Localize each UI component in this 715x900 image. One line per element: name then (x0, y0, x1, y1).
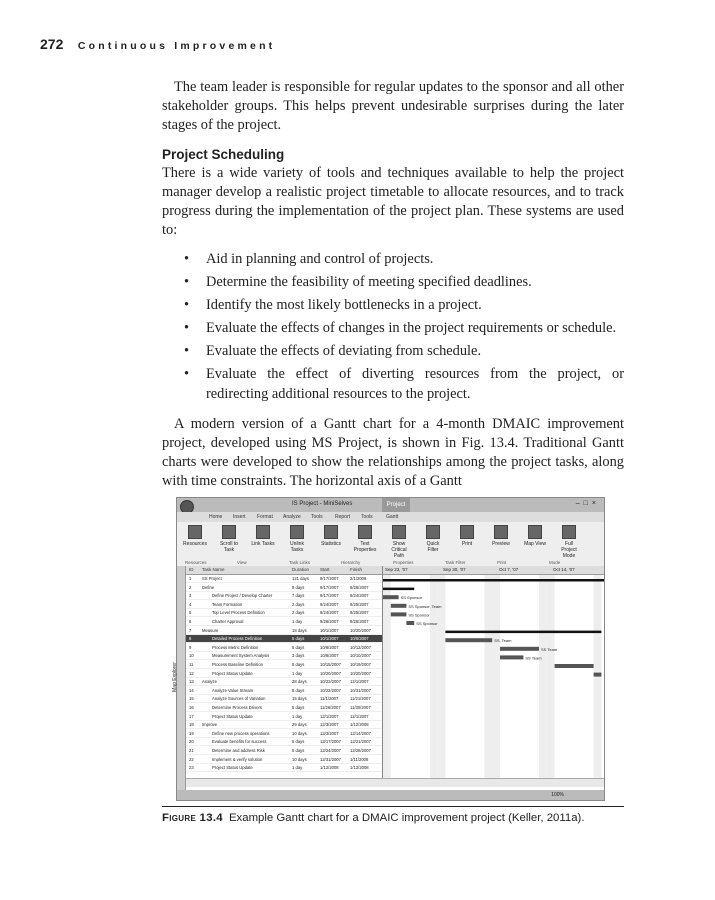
table-row[interactable] (186, 721, 382, 729)
table-cell: 12/14/2007 (350, 730, 371, 736)
bullet-item: • Aid in planning and control of projects. (162, 250, 624, 269)
table-cell: 9/25/2007 (350, 610, 369, 616)
table-cell: 8 days (292, 687, 305, 693)
table-cell: 9/26/2007 (320, 619, 339, 624)
body-text (162, 78, 624, 491)
table-cell: 12/24/2007 (320, 748, 341, 753)
ribbon-button[interactable] (421, 525, 445, 553)
sheet-header: ID Task Name Duration Start Finish (186, 566, 382, 575)
ribbon-button-label: Unlink Tasks (290, 541, 304, 553)
ribbon-button-icon (358, 525, 372, 539)
table-cell: 1 (189, 576, 192, 581)
running-title: Continuous Improvement (77, 40, 276, 52)
table-cell: 9/26/2007 (350, 619, 369, 624)
table-cell: Team Formation (212, 601, 243, 607)
table-row[interactable] (186, 644, 382, 652)
table-cell: 20 (189, 739, 194, 745)
table-cell: 23 (189, 765, 194, 771)
table-cell: 10 (189, 653, 194, 659)
table-cell: 2 days (292, 601, 305, 607)
table-cell: 1 day (292, 713, 303, 719)
ribbon-button-icon (460, 525, 474, 539)
gantt-bar[interactable] (445, 638, 492, 642)
gantt-bars (383, 575, 604, 778)
table-row[interactable] (186, 618, 382, 626)
table-cell: 10/20/2007 (350, 670, 371, 676)
table-cell: 7 days (292, 593, 305, 599)
ribbon-tab[interactable]: Format (257, 514, 273, 520)
bullet-icon: • (184, 297, 190, 314)
table-cell: 9 (189, 644, 192, 650)
paragraph-2: There is a wide variety of tools and techniques available to help the project manager develop a realistic project timetable to allocate resources, and to track progress during the implementation of the project plan. These systems are used to: (162, 164, 624, 239)
ribbon-button-label: Scroll to Task (219, 541, 239, 553)
gantt-screenshot (171, 497, 605, 801)
gantt-bar[interactable] (445, 631, 601, 634)
paragraph-3: A modern version of a Gantt chart for a 4-month DMAIC improvement project, developed using MS Project, is shown in Fig. 13.4. Traditional Gantt charts were developed to show the relationships among the project tasks, along with time constraints. The horizontal axis of a Gantt (162, 415, 624, 490)
table-cell: 11 (189, 662, 194, 667)
table-cell: 9/17/2007 (320, 593, 339, 599)
table-row[interactable] (186, 652, 382, 660)
bullet-item: • Identify the most likely bottlenecks in a project. (162, 296, 624, 315)
table-cell: 5 days (292, 644, 305, 650)
gantt-bar[interactable] (391, 604, 407, 608)
bullet-icon: • (184, 343, 190, 360)
ribbon-button-label: Full Project Mode (561, 541, 577, 559)
table-cell: Define new process operations (212, 730, 270, 736)
table-row[interactable] (186, 687, 382, 695)
table-cell: 8 (189, 636, 192, 642)
table-row[interactable] (186, 601, 382, 609)
table-cell: 1/12/2008 (350, 722, 369, 728)
table-cell: Analyze (202, 679, 217, 685)
ribbon-button-icon (256, 525, 270, 539)
table-cell: 12/28/2007 (350, 748, 371, 753)
table-cell: 3 (189, 593, 192, 599)
horizontal-scrollbar[interactable] (186, 778, 604, 787)
table-cell: 5 days (292, 739, 305, 745)
status-bar (177, 790, 604, 800)
gantt-bar-label: SS Sponsor, Team (408, 603, 442, 609)
bullet-list (162, 250, 624, 403)
ribbon (177, 522, 604, 567)
ribbon-tab[interactable]: Tools (361, 514, 373, 520)
table-cell: 10/8/2007 (320, 644, 339, 650)
context-tab[interactable]: Project (382, 498, 410, 512)
table-cell: Determine Process Drivers (212, 705, 263, 710)
bullet-item: • Evaluate the effect of diverting resources from the project, or redirecting additional resources to the project. (184, 366, 624, 402)
ribbon-button[interactable] (523, 525, 547, 547)
table-cell: 11/21/2007 (350, 696, 371, 702)
ribbon-button-label: Print (461, 541, 473, 547)
table-cell: Project Status Update (212, 713, 253, 719)
table-cell: 12/3/2007 (320, 722, 339, 728)
table-row[interactable] (186, 670, 382, 678)
zoom-level: 100% (551, 792, 564, 798)
table-cell: 11/1/2007 (320, 696, 339, 702)
table-cell: 10/20/2007 (350, 627, 371, 633)
table-row[interactable] (186, 584, 382, 592)
table-cell: 10/12/2007 (350, 644, 371, 650)
table-cell: 1/12/2008 (350, 765, 369, 771)
table-row[interactable] (186, 592, 382, 600)
ribbon-button[interactable] (353, 525, 377, 553)
ribbon-button-label: Preview (492, 541, 510, 547)
table-cell: 9/24/2007 (350, 593, 369, 599)
table-cell: 2 days (292, 610, 305, 616)
table-cell: 3 days (292, 653, 305, 659)
ribbon-tab[interactable]: Report (335, 514, 351, 520)
table-cell: 18 (189, 722, 194, 728)
table-row[interactable] (186, 627, 382, 635)
table-cell: 4 (189, 601, 192, 607)
table-cell: 1/12/2008 (320, 765, 339, 771)
table-cell: 9 days (292, 584, 305, 590)
ribbon-button[interactable] (557, 525, 581, 559)
ribbon-button[interactable] (217, 525, 241, 553)
table-cell: 12/3/2007 (320, 730, 339, 736)
table-row[interactable] (186, 747, 382, 755)
table-cell: 9/17/2007 (320, 584, 339, 590)
gantt-bar[interactable] (406, 621, 414, 625)
table-cell: 16 (189, 705, 194, 710)
table-cell: 17 (189, 713, 194, 719)
table-cell: 10/15/2007 (320, 662, 341, 667)
ribbon-button-label: Map View (524, 541, 546, 547)
table-cell: 1 day (292, 619, 303, 624)
table-cell: 10/8/2007 (320, 653, 339, 659)
task-sheet (186, 566, 383, 778)
table-cell: 13 (189, 679, 194, 685)
table-cell: 28 days (292, 679, 307, 685)
table-cell: 12/1/2007 (350, 679, 369, 685)
ribbon-tab[interactable]: Gantt (386, 514, 399, 520)
ribbon-button[interactable] (183, 525, 207, 547)
table-cell: 121 days (292, 576, 309, 581)
gantt-bar[interactable] (500, 655, 523, 659)
table-cell: 10/31/2007 (350, 687, 371, 693)
table-cell: Define Project / Develop Charter (212, 593, 273, 599)
window-title: IS Project - MiniSelves (292, 501, 353, 507)
table-cell: 1 day (292, 670, 303, 676)
ribbon-button-icon (494, 525, 508, 539)
ribbon-group-label: View (237, 560, 247, 565)
table-cell: 19 (189, 730, 194, 736)
window-titlebar (177, 498, 604, 512)
ribbon-tab[interactable]: Home (209, 514, 223, 520)
ribbon-button-label: Text Properties (353, 541, 377, 553)
ribbon-group-label: Properties (393, 560, 414, 565)
gantt-bar-label: SS Sponsor (400, 595, 422, 601)
gantt-bar-label: SS Sponsor (416, 621, 438, 626)
table-cell: Improve (202, 722, 218, 728)
table-cell: 10 days (292, 730, 307, 736)
gantt-bar[interactable] (555, 664, 594, 668)
table-cell: 9/24/2007 (320, 610, 339, 616)
figure-label: Figure 13.4 (162, 812, 223, 824)
weekend-shading (539, 575, 547, 778)
table-row[interactable] (186, 730, 382, 738)
ribbon-button-label: Statistics (320, 541, 341, 547)
table-cell: 18 days (292, 627, 307, 633)
table-cell: 10/22/2007 (320, 687, 341, 693)
table-cell: 14 (189, 687, 194, 693)
ribbon-button[interactable] (387, 525, 411, 559)
table-row[interactable] (186, 695, 382, 703)
ribbon-tabs (177, 512, 604, 522)
table-cell: Project Status Update (212, 765, 253, 771)
table-cell: Measurement System Analysis (212, 653, 270, 659)
table-cell: Top Level Process Definition (212, 610, 265, 616)
bullet-item: • Evaluate the effects of deviating from schedule. (162, 342, 624, 361)
table-row[interactable] (186, 609, 382, 617)
gantt-bar[interactable] (500, 647, 539, 651)
table-row[interactable] (186, 704, 382, 712)
table-cell: 11/26/2007 (320, 705, 341, 710)
table-cell: 10/10/2007 (350, 653, 371, 659)
table-row[interactable] (186, 678, 382, 686)
table-cell: 5 days (292, 662, 305, 667)
ribbon-button-label: Show Critical Path (391, 541, 407, 559)
gantt-bar-label: SS Team (541, 646, 558, 652)
table-cell: 2/1/2008 (350, 576, 367, 581)
table-cell: 5 days (292, 748, 305, 753)
table-cell: Analyze Sources of Variation (212, 696, 266, 702)
table-cell: Define (202, 584, 215, 590)
bullet-icon: • (184, 251, 190, 268)
table-cell: Implement & verify solution (212, 756, 263, 762)
table-cell: Evaluate benefits for success (212, 739, 267, 745)
ribbon-button[interactable] (489, 525, 513, 547)
table-cell: 11/30/2007 (350, 705, 371, 710)
table-cell: 2 (189, 584, 192, 590)
table-cell: 10/20/2007 (320, 670, 341, 676)
table-cell: 7 (189, 627, 192, 633)
timescale: Sep 23, '07 Sep 30, '07 Oct 7, '07 Oct 14, '07 (383, 566, 604, 575)
ribbon-group-label: Print (497, 560, 507, 565)
table-cell: Detailed Process Definition (212, 636, 263, 642)
ribbon-button-icon (290, 525, 304, 539)
bullet-icon: • (184, 274, 190, 291)
ribbon-button-icon (562, 525, 576, 539)
table-cell: Process Baseline Definition (212, 662, 263, 667)
table-row[interactable] (186, 661, 382, 669)
table-cell: 10/1/2007 (320, 636, 339, 642)
table-cell: 15 (189, 696, 194, 702)
table-row[interactable] (186, 738, 382, 746)
table-cell: 22 (189, 756, 194, 762)
ribbon-button-icon (222, 525, 236, 539)
ribbon-button-label: Link Tasks (251, 541, 275, 547)
caption-text: Example Gantt chart for a DMAIC improvement project (Keller, 2011a). (228, 812, 585, 824)
weekend-shading (383, 575, 391, 778)
gantt-bar[interactable] (391, 612, 407, 616)
gantt-bar[interactable] (594, 673, 602, 677)
project-view (171, 566, 604, 790)
table-cell: 1 day (292, 765, 303, 771)
weekend-shading (492, 575, 500, 778)
gantt-bar[interactable] (383, 579, 604, 582)
table-cell: 10 days (292, 756, 307, 762)
ribbon-group-label: Mode (549, 560, 561, 565)
figure-caption (162, 806, 624, 825)
table-cell: 1/11/2008 (350, 756, 369, 762)
ribbon-group-label: Resources (185, 560, 207, 565)
ribbon-group-label: Hierarchy (341, 560, 361, 565)
gantt-bar-label: SS, Team (494, 638, 512, 644)
ribbon-group-label: Task Links (289, 560, 311, 565)
gantt-bar-label: SS Sponsor (408, 612, 430, 618)
table-cell: 5 days (292, 705, 305, 710)
gantt-bar[interactable] (383, 588, 414, 591)
weekend-shading (547, 575, 555, 778)
table-cell: Charter Approval (212, 619, 244, 624)
table-cell: 12 (189, 670, 194, 676)
table-cell: 12/31/2007 (320, 756, 341, 762)
ribbon-button[interactable] (285, 525, 309, 553)
table-cell: 5 (189, 610, 192, 616)
table-row[interactable] (186, 764, 382, 772)
table-cell: 9/26/2007 (350, 584, 369, 590)
window-controls-icon[interactable]: –□× (575, 500, 600, 507)
paragraph-1: The team leader is responsible for regular updates to the sponsor and all other stakeholder groups. This helps prevent undesirable surprises during the later stages of the project. (162, 79, 624, 134)
ribbon-button-label: Quick Filter (426, 541, 440, 553)
bullet-icon: • (184, 366, 190, 383)
table-cell: 12/1/2007 (350, 713, 369, 719)
ribbon-button-icon (188, 525, 202, 539)
table-cell: Project Status Update (212, 670, 253, 676)
gantt-bar[interactable] (383, 595, 399, 599)
ribbon-button-label: Resources (183, 541, 207, 547)
table-cell: Process Metric Definition (212, 644, 259, 650)
page-header (40, 36, 275, 54)
table-row[interactable] (186, 713, 382, 721)
ribbon-group-label: Task Filter (445, 560, 466, 565)
bullet-icon: • (184, 320, 190, 337)
ribbon-button[interactable] (455, 525, 479, 547)
table-cell: Analyze Value Stream (212, 687, 254, 693)
ribbon-tab[interactable]: Insert (233, 514, 246, 520)
table-cell: 12/17/2007 (320, 739, 341, 745)
ribbon-tab[interactable]: Tools (311, 514, 323, 520)
table-cell: 29 days (292, 722, 307, 728)
ribbon-tab[interactable]: Analyze (283, 514, 301, 520)
table-row[interactable] (186, 575, 382, 583)
table-cell: 9/24/2007 (320, 601, 339, 607)
bullet-item: • Determine the feasibility of meeting specified deadlines. (162, 273, 624, 292)
table-row[interactable] (186, 756, 382, 764)
table-cell: 9/25/2007 (350, 601, 369, 607)
table-cell: Determine and address Risk (212, 748, 265, 753)
ribbon-button[interactable] (319, 525, 343, 547)
table-cell: 10/19/2007 (350, 662, 371, 667)
table-cell: 15 days (292, 696, 307, 702)
section-heading: Project Scheduling (162, 146, 285, 162)
table-cell: 10/22/2007 (320, 679, 341, 685)
map-explorer-panel[interactable]: Map Explorer (177, 566, 186, 790)
ribbon-button[interactable] (251, 525, 275, 547)
table-cell: 21 (189, 748, 194, 753)
ribbon-button-icon (426, 525, 440, 539)
ribbon-button-icon (392, 525, 406, 539)
page-number: 272 (40, 36, 64, 52)
gantt-bar-label: SS Team (525, 655, 542, 661)
table-cell: 10/1/2007 (320, 627, 339, 633)
table-cell: 9/17/2007 (320, 576, 339, 581)
bullet-item: • Evaluate the effects of changes in the project requirements or schedule. (162, 319, 624, 338)
ribbon-button-icon (324, 525, 338, 539)
table-cell: 12/21/2007 (350, 739, 371, 745)
table-cell: 10/6/2007 (350, 636, 369, 642)
gantt-chart (383, 566, 604, 778)
table-cell: 5 days (292, 636, 305, 642)
table-cell: Measure (202, 627, 219, 633)
weekend-shading (484, 575, 492, 778)
table-cell: 6 (189, 619, 192, 624)
table-cell: 12/1/2007 (320, 713, 339, 719)
table-cell: SS Project (202, 576, 222, 581)
table-row[interactable] (186, 635, 382, 643)
ribbon-button-icon (528, 525, 542, 539)
